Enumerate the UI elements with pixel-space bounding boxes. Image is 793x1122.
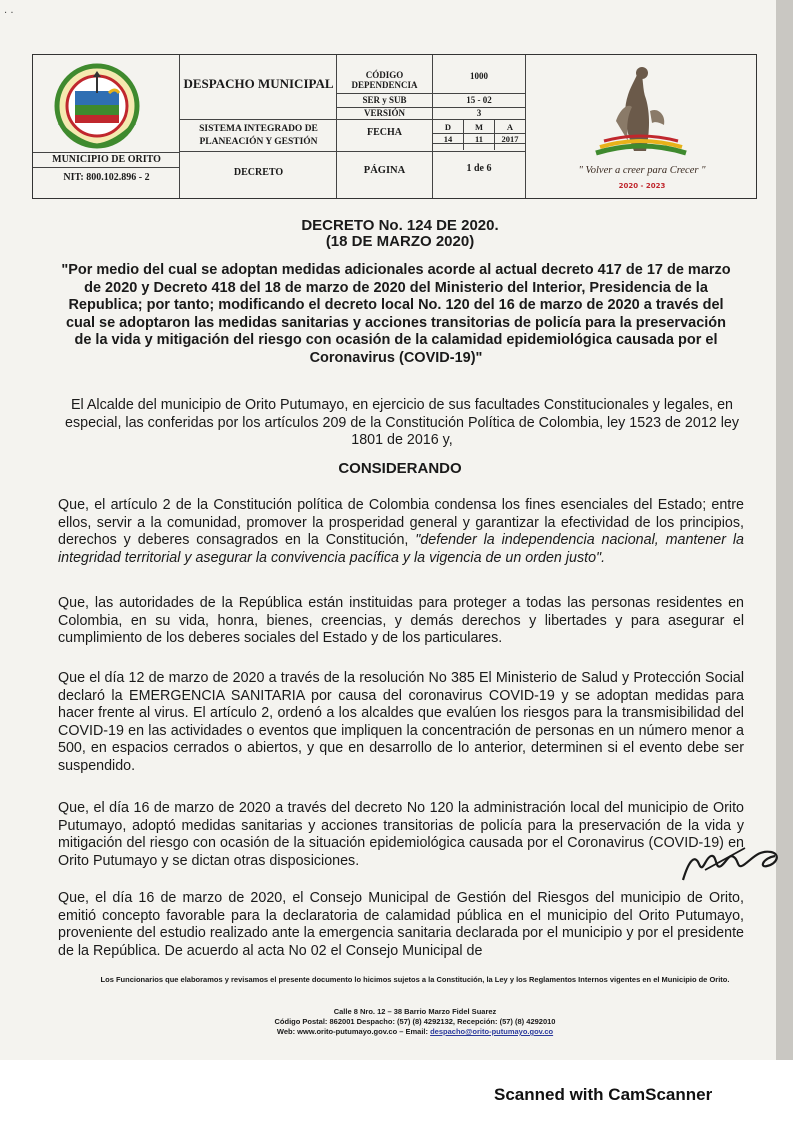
paragraph-2: Que, las autoridades de la República están instituidas para proteger a todas las personas residentes en Colombia, en su vida, honra, bienes, creencias, y demás derechos y libertades y para asegurar el cumplimiento de los deberes sociales del Estado y de los particulares. — [58, 595, 744, 646]
signature-icon — [675, 840, 793, 890]
slogan-panel — [526, 55, 758, 200]
paragraph-1-quote: "defender la independencia nacional, mantener la integridad territorial y asegurar la convivencia pacífica y la vigencia de un orden justo". — [58, 532, 744, 566]
system-name: SISTEMA INTEGRADO DE PLANEACIÓN Y GESTIÓN — [199, 124, 318, 147]
fecha-m-label: M — [474, 122, 484, 132]
paragraph-3: Que el día 12 de marzo de 2020 a través de la resolución No 385 El Ministerio de Salud y Protección Social declaró la EMERGENCIA SANITARIA por causa del coronavirus COVID-19 y se adoptan medidas para hacer frente al virus. El artículo 2, ordenó a los alcaldes que evalúen los riesgos para la transmisibilidad del COVID-19 en las actividades o eventos que impliquen la concentración de personas en un número menor a 500, en espacios cerrados o abiertos, y que en desarrollo de lo anterior, determinen si el evento debe ser suspendido. — [58, 670, 744, 774]
codigo-value: 1000 — [470, 71, 488, 81]
municipal-shield-icon — [49, 63, 145, 149]
codigo-label: CÓDIGO DEPENDENCIA — [351, 70, 418, 90]
preamble: El Alcalde del municipio de Orito Putumayo, en ejercicio de sus facultades Constitucionales y legales, en especial, las conferidas por los artículos 209 de la Constitución Política de Colombia, ley 1523 de 2012 ley 1801 de 2016 y, — [65, 397, 739, 448]
footer-web — [70, 1027, 760, 1037]
scanner-watermark: Scanned with CamScanner — [494, 1085, 713, 1104]
pagina-value: 1 de 6 — [466, 163, 492, 174]
paragraph-5: Que, el día 16 de marzo de 2020, el Consejo Municipal de Gestión del Riesgos del municipio de Orito, emitió concepto favorable para la declaratoria de calamidad pública en el municipio del Orito Putumayo, proveniente del estudio realizado ante la emergencia sanitaria declarada por el municipio y por el presidente de la República. De acuerdo al acta No 02 el Consejo Municipal de — [58, 890, 744, 959]
municipality-name: MUNICIPIO DE ORITO — [52, 154, 161, 165]
municipality-nit: NIT: 800.102.896 - 2 — [63, 172, 150, 183]
fecha-day: 14 — [443, 134, 453, 144]
footer-address: Calle 8 Nro. 12 – 38 Barrio Marzo Fidel Suarez — [333, 1007, 497, 1016]
slogan-years: 2020 - 2023 — [618, 182, 666, 190]
document-type: DECRETO — [233, 167, 284, 178]
version-value: 3 — [476, 108, 482, 118]
footer-email-link[interactable]: despacho@orito-putumayo.gov.co — [430, 1027, 554, 1036]
footer-web-label: Web: www.orito-putumayo.gov.co – Email: — [276, 1027, 431, 1036]
decree-summary: "Por medio del cual se adoptan medidas adicionales acorde al actual decreto 417 de 17 de marzo de 2020 y Decreto 418 del 18 de marzo de 2020 del Ministerio del Interior, Presidencia de la Republica; por tanto; modificando el decreto local No. 120 del 16 de marzo de 2020 a través del cual se adoptaron las medidas sanitarias y acciones transitorias de policía para la preservación de la vida y mitigación del riesgo con ocasión de la calamidad epidemiológica causada por el Coronavirus (COVID-19)" — [61, 262, 731, 366]
page-shadow — [776, 0, 793, 1060]
office-title: DESPACHO MUNICIPAL — [183, 76, 334, 91]
scan-specks: · · — [4, 8, 14, 19]
decree-date: (18 DE MARZO 2020) — [325, 233, 475, 250]
slogan-text: " Volver a creer para Crecer " — [578, 165, 706, 176]
decree-title: DECRETO No. 124 DE 2020. — [301, 217, 499, 234]
fecha-year: 2017 — [501, 134, 519, 144]
ser-value: 15 - 02 — [466, 95, 492, 105]
fecha-month: 11 — [474, 134, 484, 144]
pagina-label: PÁGINA — [363, 165, 406, 176]
fecha-d-label: D — [444, 122, 452, 132]
footer-phones: Código Postal: 862001 Despacho: (57) (8) 4292132, Recepción: (57) (8) 4292010 — [274, 1017, 556, 1026]
document-header — [32, 54, 757, 199]
paragraph-1-text: Que, el artículo 2 de la Constitución política de Colombia condensa los fines esenciales del Estado; entre ellos, servir a la comunidad, promover la prosperidad general y garantizar la efectividad de los principios, derechos y deberes consagrados en la Constitución, — [58, 497, 744, 548]
section-heading: CONSIDERANDO — [338, 460, 462, 477]
paragraph-1 — [58, 497, 744, 567]
fecha-label: FECHA — [367, 127, 402, 138]
ser-label: SER y SUB — [362, 95, 407, 105]
fecha-a-label: A — [506, 122, 514, 132]
version-label: VERSIÓN — [363, 108, 405, 118]
footer-disclaimer: Los Funcionarios que elaboramos y revisamos el presente documento lo hicimos sujetos a la Constitución, la Ley y los Reglamentos Internos vigentes en el Municipio de Orito. — [100, 975, 730, 984]
paragraph-4: Que, el día 16 de marzo de 2020 a través del decreto No 120 la administración local del municipio de Orito Putumayo, adoptó medidas sanitarias y acciones transitorias de policía para la preservación de la vida y mitigación del riesgo con ocasión de la situación epidemiológica causada por el Coronavirus (COVID-19) en Orito Putumayo y se dictan otras disposiciones. — [58, 800, 744, 869]
hand-figure-icon — [576, 61, 706, 161]
